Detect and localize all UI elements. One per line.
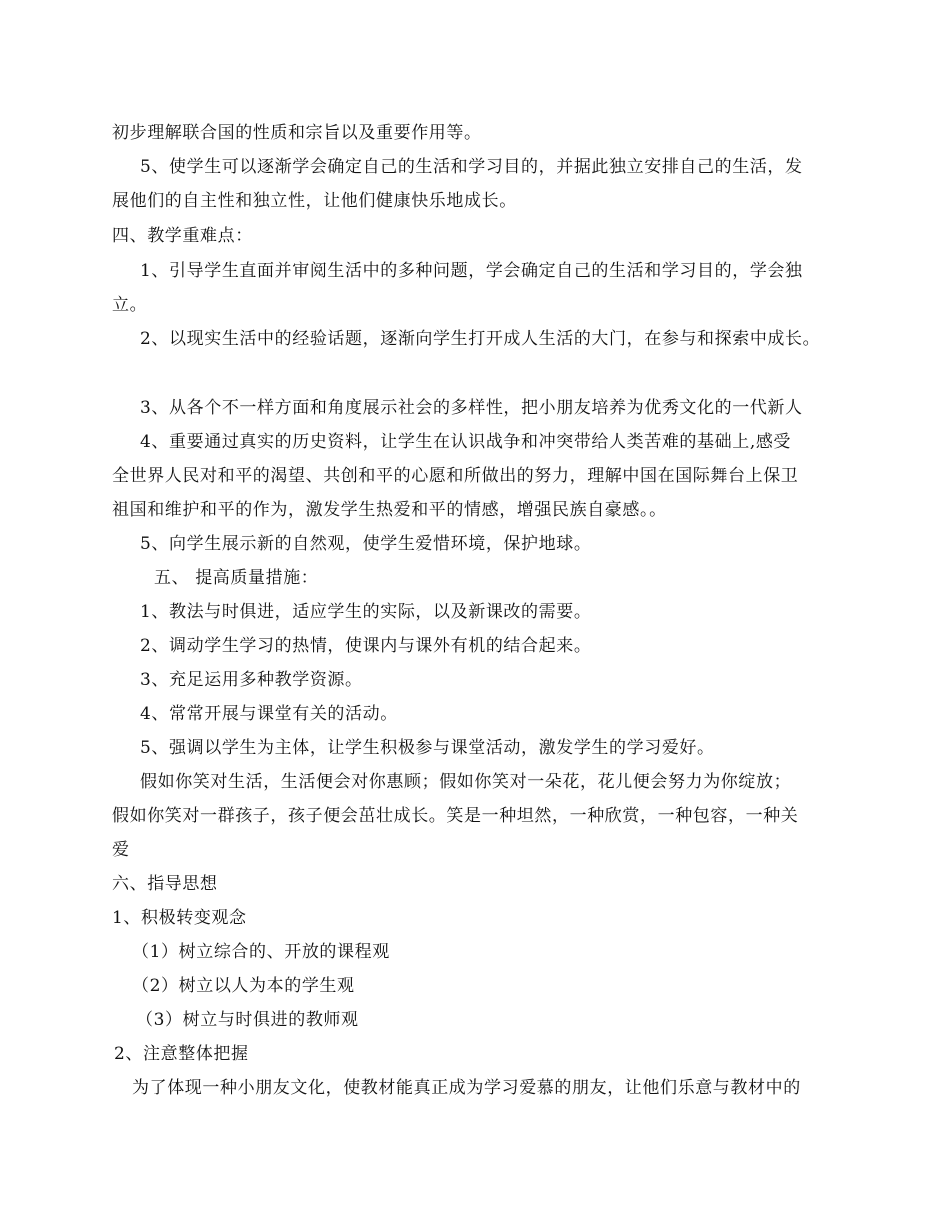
section-heading: 六、指导思想: [112, 874, 218, 894]
text-line: 假如你笑对一群孩子，孩子便会茁壮成长。笑是一种坦然，一种欣赏，一种包容，一种关: [112, 806, 799, 826]
text-line: 展他们的自主性和独立性，让他们健康快乐地成长。: [112, 191, 517, 211]
subsection-heading: 2、注意整体把握: [114, 1044, 249, 1064]
text-line: 3、从各个不一样方面和角度展示社会的多样性，把小朋友培养为优秀文化的一代新人: [140, 398, 803, 418]
text-line: 爱: [112, 840, 130, 860]
text-line: （1）树立综合的、开放的课程观: [132, 942, 390, 962]
text-line: 5、强调以学生为主体，让学生积极参与课堂活动，激发学生的学习爱好。: [140, 738, 715, 758]
text-line: 5、使学生可以逐渐学会确定自己的生活和学习目的，并据此独立安排自己的生活，发: [140, 157, 803, 177]
text-line: 3、充足运用多种教学资源。: [140, 670, 363, 690]
text-line: 1、引导学生直面并审阅生活中的多种问题，学会确定自己的生活和学习目的，学会独: [140, 261, 803, 281]
text-line: 祖国和维护和平的作为，激发学生热爱和平的情感，增强民族自豪感。。: [112, 500, 667, 520]
text-line: （3）树立与时俱进的教师观: [136, 1010, 359, 1030]
text-line: 2、以现实生活中的经验话题，逐渐向学生打开成人生活的大门，在参与和探索中成长。: [140, 329, 821, 349]
text-line: （2）树立以人为本的学生观: [132, 976, 355, 996]
text-line: 初步理解联合国的性质和宗旨以及重要作用等。: [112, 123, 482, 143]
text-line: 4、重要通过真实的历史资料，让学生在认识战争和冲突带给人类苦难的基础上,感受: [140, 432, 792, 452]
text-line: 立。: [112, 295, 148, 315]
text-line: 假如你笑对生活，生活便会对你惠顾；假如你笑对一朵花，花儿便会努力为你绽放；: [140, 772, 792, 792]
text-line: 2、调动学生学习的热情，使课内与课外有机的结合起来。: [140, 636, 592, 656]
text-line: 1、教法与时俱进，适应学生的实际，以及新课改的需要。: [140, 602, 592, 622]
section-heading: 五、 提高质量措施：: [154, 568, 319, 588]
text-line: 4、常常开展与课堂有关的活动。: [140, 704, 398, 724]
text-line: 为了体现一种小朋友文化，使教材能真正成为学习爱慕的朋友，让他们乐意与教材中的: [132, 1078, 801, 1098]
text-line: 5、向学生展示新的自然观，使学生爱惜环境，保护地球。: [140, 534, 592, 554]
section-heading: 四、教学重难点：: [112, 226, 253, 246]
subsection-heading: 1、积极转变观念: [112, 908, 247, 928]
text-line: 全世界人民对和平的渴望、共创和平的心愿和所做出的努力，理解中国在国际舞台上保卫: [112, 466, 799, 486]
